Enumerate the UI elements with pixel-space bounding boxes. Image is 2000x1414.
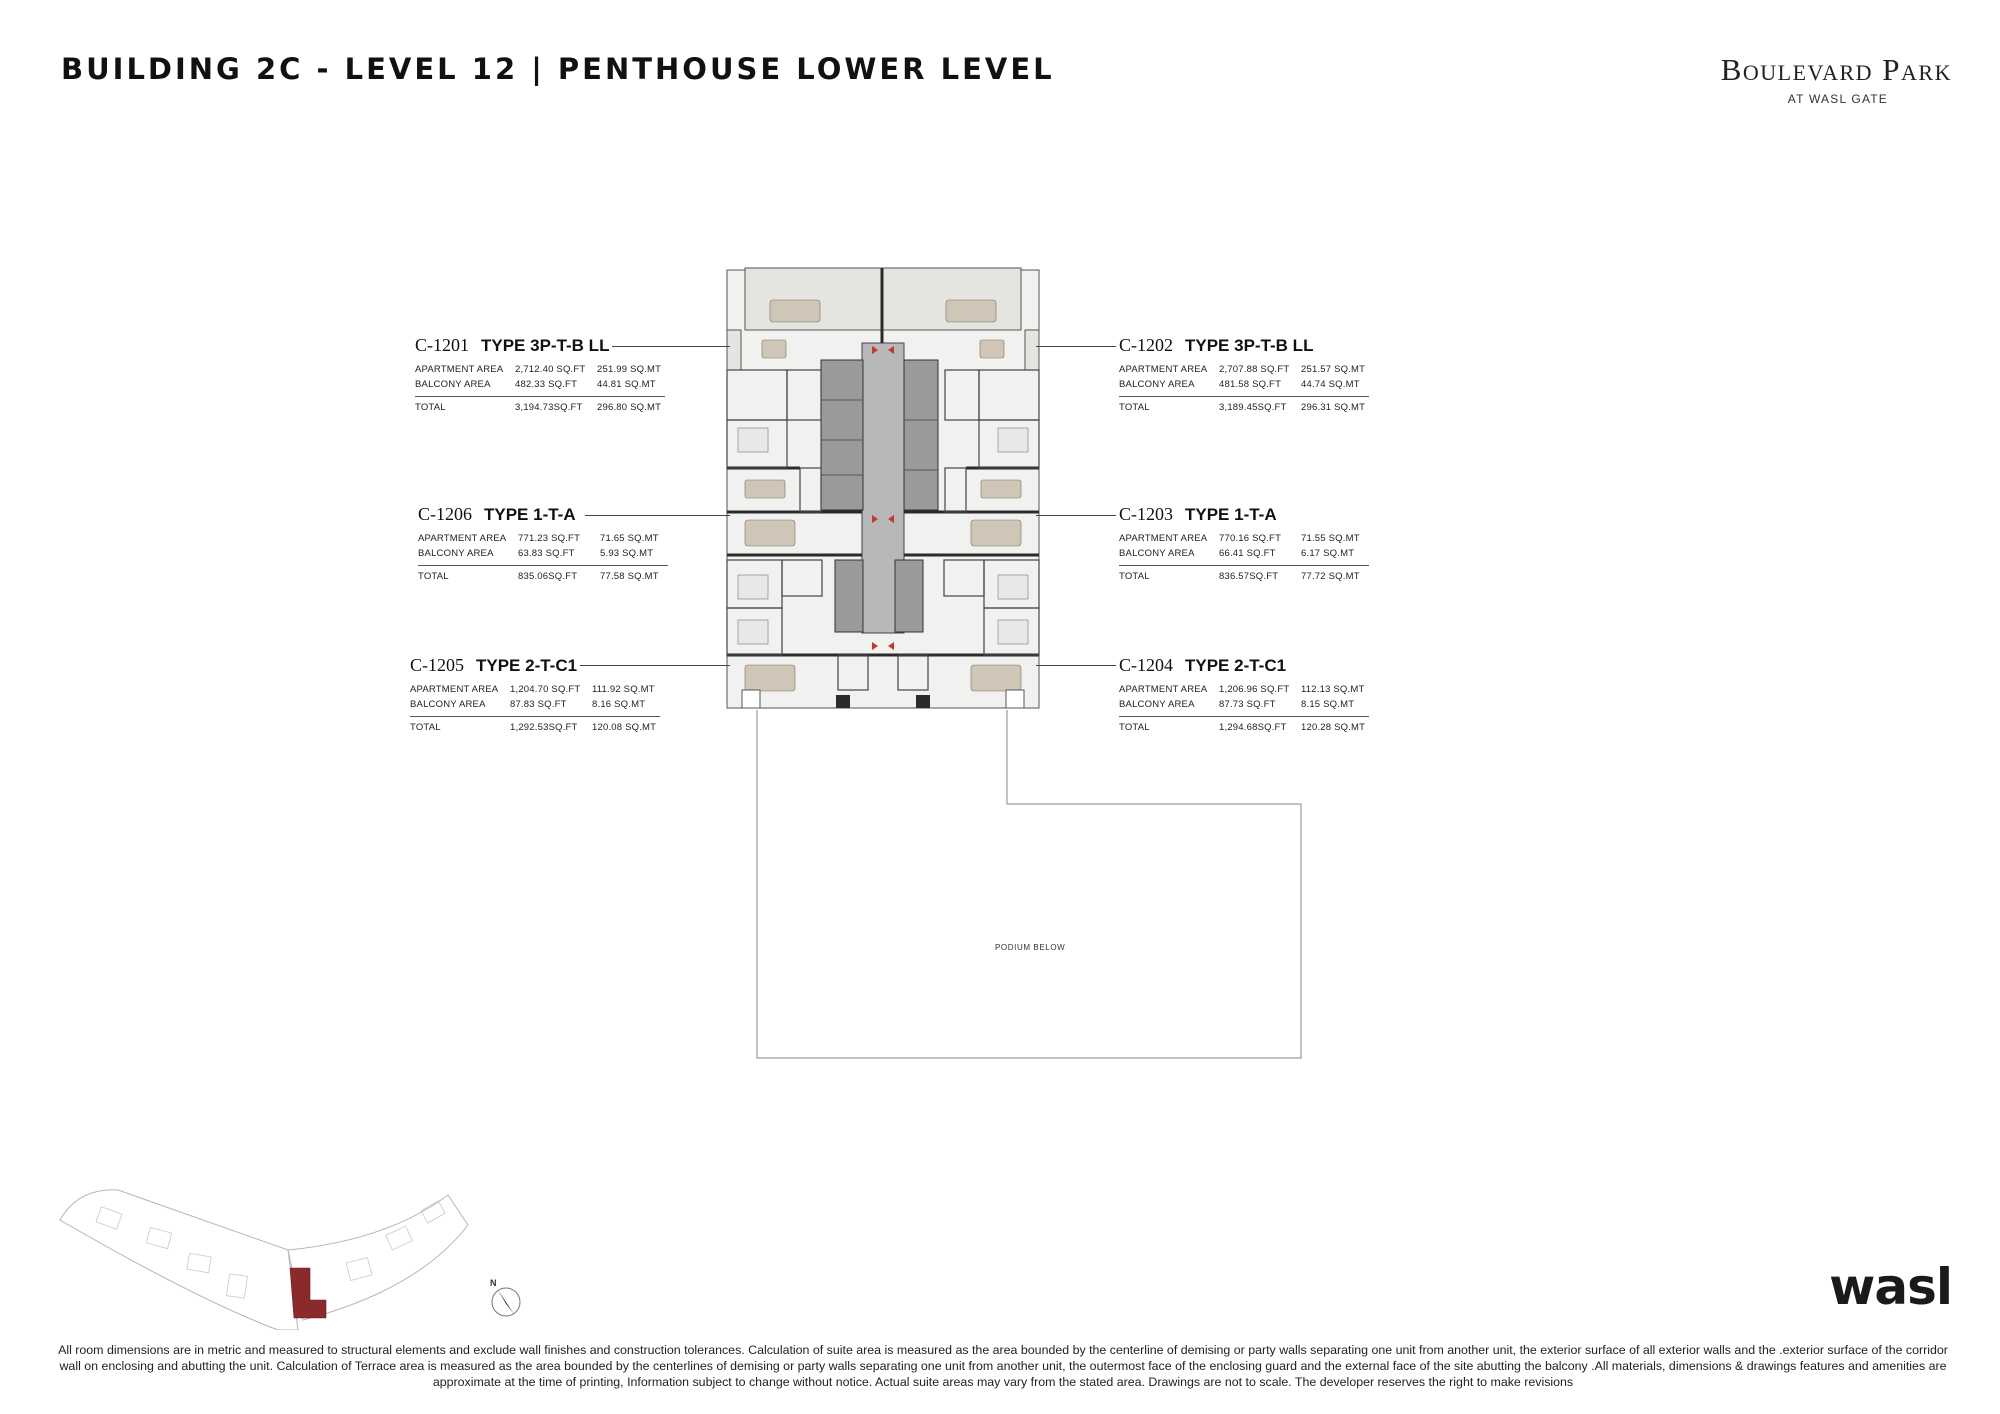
area-label: BALCONY AREA — [1119, 548, 1195, 559]
area-sqmt: 251.57 SQ.MT — [1301, 364, 1366, 375]
unit-type: TYPE 2-T-C1 — [1185, 656, 1287, 675]
area-sqft: 66.41 SQ.FT — [1219, 548, 1276, 559]
area-sqft: 1,294.68SQ.FT — [1219, 722, 1287, 733]
area-label: BALCONY AREA — [410, 699, 486, 710]
area-row — [418, 546, 668, 561]
area-label: APARTMENT AREA — [410, 684, 499, 695]
area-row — [1119, 362, 1369, 377]
area-sqmt: 77.58 SQ.MT — [600, 571, 659, 582]
area-sqft: 2,712.40 SQ.FT — [515, 364, 586, 375]
unit-c-1205 — [410, 655, 660, 735]
area-sqmt: 112.13 SQ.MT — [1301, 684, 1365, 695]
area-label: BALCONY AREA — [415, 379, 491, 390]
area-label: BALCONY AREA — [1119, 699, 1195, 710]
area-label: APARTMENT AREA — [1119, 364, 1208, 375]
core-block-left — [821, 360, 863, 510]
unit-id: C-1203 — [1119, 504, 1173, 524]
area-label: TOTAL — [410, 722, 441, 733]
wasl-logo: wasl — [1829, 1258, 1952, 1316]
area-label: TOTAL — [1119, 722, 1150, 733]
balcony-left — [727, 330, 741, 370]
key-plan — [58, 1180, 558, 1330]
area-label: TOTAL — [418, 571, 449, 582]
area-row — [1119, 377, 1369, 392]
highlighted-building — [290, 1268, 326, 1318]
area-sqmt: 8.16 SQ.MT — [592, 699, 646, 710]
area-sqmt: 120.08 SQ.MT — [592, 722, 657, 733]
area-sqft: 1,204.70 SQ.FT — [510, 684, 581, 695]
area-sqmt: 44.74 SQ.MT — [1301, 379, 1360, 390]
area-sqft: 63.83 SQ.FT — [518, 548, 575, 559]
disclaimer-text: All room dimensions are in metric and measured to structural elements and exclude wall finishes and construction tolerances. Calculation of suite area is measured as the area bounded by the centerline of demising or party walls separating one unit from another unit, the exterior surface of all exterior walls and the .exterior surface of the corridor wall on enclosing and abutting the unit. Calculation of Terrace area is measured as the area bounded by the centerlines of demising or party walls separating one unit from another unit, the outermost face of the enclosing guard and the external face of the site abutting the balcony .All materials, dimensions & drawings features and amenities are approximate at the time of printing, Information subject to change without notice. Actual suite areas may vary from the stated area. Drawings are not to scale. The developer reserves the right to make revisions — [58, 1343, 1948, 1389]
area-sqmt: 44.81 SQ.MT — [597, 379, 656, 390]
total-row — [418, 565, 668, 584]
unit-id: C-1202 — [1119, 335, 1173, 355]
area-sqft: 836.57SQ.FT — [1219, 571, 1279, 582]
area-row — [1119, 546, 1369, 561]
area-sqmt: 5.93 SQ.MT — [600, 548, 654, 559]
unit-c-1201 — [415, 335, 665, 415]
unit-id: C-1206 — [418, 504, 472, 524]
total-row — [410, 716, 660, 735]
total-row — [1119, 396, 1369, 415]
area-sqft: 2,707.88 SQ.FT — [1219, 364, 1290, 375]
unit-type: TYPE 1-T-A — [1185, 505, 1277, 524]
area-sqft: 87.73 SQ.FT — [1219, 699, 1276, 710]
area-sqmt: 71.55 SQ.MT — [1301, 533, 1360, 544]
stair-core-right — [895, 560, 923, 632]
area-sqmt: 251.99 SQ.MT — [597, 364, 662, 375]
page-title: BUILDING 2C - LEVEL 12 | PENTHOUSE LOWER LEVEL — [61, 52, 1055, 86]
area-row — [410, 682, 660, 697]
north-label: N — [490, 1278, 497, 1288]
unit-c-1204 — [1119, 655, 1369, 735]
area-row — [1119, 682, 1369, 697]
area-sqmt: 8.15 SQ.MT — [1301, 699, 1355, 710]
area-sqmt: 120.28 SQ.MT — [1301, 722, 1366, 733]
unit-type: TYPE 1-T-A — [484, 505, 576, 524]
area-sqft: 770.16 SQ.FT — [1219, 533, 1282, 544]
area-label: APARTMENT AREA — [415, 364, 504, 375]
core-block-right — [904, 360, 938, 510]
area-row — [410, 697, 660, 712]
area-sqft: 771.23 SQ.FT — [518, 533, 581, 544]
unit-type: TYPE 2-T-C1 — [476, 656, 578, 675]
unit-type: TYPE 3P-T-B LL — [1185, 336, 1314, 355]
brand-subtitle: AT WASL GATE — [1787, 92, 1888, 106]
area-row — [415, 362, 665, 377]
area-sqmt: 111.92 SQ.MT — [592, 684, 655, 695]
leader-c-1203 — [1036, 515, 1116, 516]
unit-id: C-1205 — [410, 655, 464, 675]
total-row — [1119, 565, 1369, 584]
unit-id: C-1201 — [415, 335, 469, 355]
area-sqft: 835.06SQ.FT — [518, 571, 578, 582]
area-sqmt: 296.80 SQ.MT — [597, 402, 662, 413]
area-sqmt: 296.31 SQ.MT — [1301, 402, 1366, 413]
brand-name: Boulevard Park — [1720, 52, 1952, 87]
area-sqmt: 6.17 SQ.MT — [1301, 548, 1355, 559]
area-label: TOTAL — [1119, 402, 1150, 413]
site-outline — [60, 1190, 298, 1330]
area-sqft: 3,194.73SQ.FT — [515, 402, 583, 413]
area-label: TOTAL — [1119, 571, 1150, 582]
unit-id: C-1204 — [1119, 655, 1173, 675]
total-row — [415, 396, 665, 415]
balcony-right — [1025, 330, 1039, 370]
podium-outline — [757, 710, 1301, 1058]
area-label: APARTMENT AREA — [1119, 533, 1208, 544]
area-label: BALCONY AREA — [418, 548, 494, 559]
area-row — [1119, 697, 1369, 712]
area-sqft: 481.58 SQ.FT — [1219, 379, 1282, 390]
area-sqft: 1,206.96 SQ.FT — [1219, 684, 1290, 695]
unit-c-1206 — [418, 504, 668, 584]
leader-c-1202 — [1036, 346, 1116, 347]
area-row — [418, 531, 668, 546]
area-sqft: 482.33 SQ.FT — [515, 379, 578, 390]
total-row — [1119, 716, 1369, 735]
stair-core-lower — [835, 560, 863, 632]
area-sqft: 3,189.45SQ.FT — [1219, 402, 1287, 413]
podium-label: PODIUM BELOW — [995, 943, 1066, 952]
unit-c-1203 — [1119, 504, 1369, 584]
area-label: TOTAL — [415, 402, 446, 413]
area-row — [1119, 531, 1369, 546]
unit-c-1202 — [1119, 335, 1369, 415]
area-sqft: 87.83 SQ.FT — [510, 699, 567, 710]
area-sqmt: 71.65 SQ.MT — [600, 533, 659, 544]
area-sqmt: 77.72 SQ.MT — [1301, 571, 1360, 582]
area-sqft: 1,292.53SQ.FT — [510, 722, 578, 733]
area-row — [415, 377, 665, 392]
area-label: BALCONY AREA — [1119, 379, 1195, 390]
area-label: APARTMENT AREA — [418, 533, 507, 544]
leader-c-1204 — [1036, 665, 1116, 666]
area-label: APARTMENT AREA — [1119, 684, 1208, 695]
unit-type: TYPE 3P-T-B LL — [481, 336, 610, 355]
